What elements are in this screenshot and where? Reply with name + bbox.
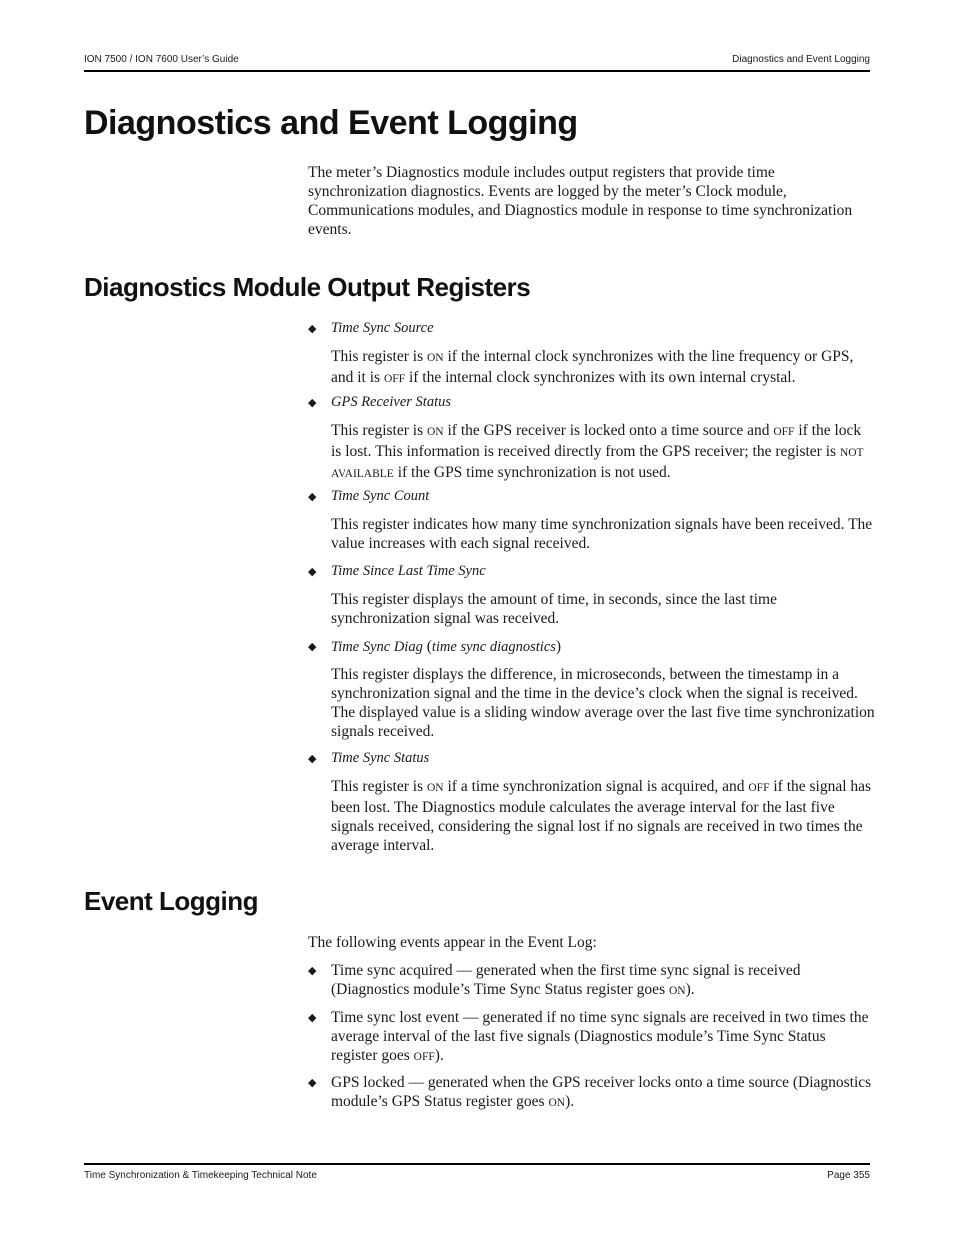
- register-description: This register is ON if the GPS receiver is locked onto a time source and OFF if the lock is lost. This information is received directly from the GPS receiver; the register is NOT AVAILABLE if the GPS time synchronization is not used.: [331, 422, 864, 481]
- header-guide-title: ION 7500 / ION 7600 User’s Guide: [84, 54, 239, 65]
- diamond-bullet-icon: ◆: [308, 752, 317, 765]
- section-heading-event-logging: Event Logging: [84, 886, 259, 916]
- page-header: [84, 52, 870, 72]
- register-description: This register displays the amount of time, in seconds, since the last time synchronization signal was received.: [331, 591, 777, 627]
- event-list-item: ◆ Time sync acquired — generated when the first time sync signal is received (Diagnostics module’s Time Sync Status register goes ON).: [308, 962, 801, 998]
- register-item-name: [308, 393, 872, 412]
- diamond-bullet-icon: ◆: [308, 490, 317, 503]
- register-item-name: [308, 749, 872, 768]
- register-item-name: [308, 319, 872, 338]
- header-chapter-title: Diagnostics and Event Logging: [732, 54, 870, 65]
- section-heading-registers: Diagnostics Module Output Registers: [84, 272, 531, 302]
- diamond-bullet-icon: ◆: [308, 1076, 317, 1089]
- value-not-available: NOT AVAILABLE: [331, 447, 864, 480]
- event-list-item: ◆ GPS locked — generated when the GPS receiver locks onto a time source (Diagnostics module’s GPS Status register goes ON).: [308, 1074, 872, 1110]
- value-off: OFF: [383, 373, 406, 385]
- register-name: Time Sync Status: [331, 750, 430, 766]
- diamond-bullet-icon: ◆: [308, 964, 317, 977]
- value-off: OFF: [773, 426, 795, 438]
- footer-document-title: Time Synchronization & Timekeeping Technical Note: [84, 1170, 317, 1181]
- value-on: ON: [548, 1097, 566, 1109]
- register-name: GPS Receiver Status: [331, 394, 451, 410]
- page-number: Page 355: [827, 1170, 870, 1181]
- intro-paragraph: The meter’s Diagnostics module includes output registers that provide time synchronization diagnostics. Events are logged by the meter’s Clock module, Communications modules, and Diagnostics module in response to time synchronization events.: [308, 164, 853, 238]
- register-name: Time Since Last Time Sync: [331, 563, 486, 579]
- value-on: ON: [427, 426, 444, 438]
- register-item-name: [308, 562, 872, 581]
- register-description: This register is ON if a time synchronization signal is acquired, and OFF if the signal has been lost. The Diagnostics module calculates the average interval for the last five signals received, considering the signal lost if no signals are received in two times the average interval.: [331, 778, 872, 854]
- diamond-bullet-icon: ◆: [308, 322, 317, 335]
- register-description: This register indicates how many time synchronization signals have been received. The value increases with each signal received.: [331, 516, 873, 552]
- diamond-bullet-icon: ◆: [308, 640, 317, 653]
- event-log-intro: The following events appear in the Event Log:: [308, 934, 597, 951]
- register-item-name: ◆ Time Sync Diag (time sync diagnostics): [308, 638, 562, 655]
- register-name: Time Sync Count: [331, 488, 430, 504]
- value-off: OFF: [413, 1051, 435, 1063]
- page-title: Diagnostics and Event Logging: [84, 104, 578, 142]
- register-description: This register is ON if the internal clock synchronizes with the line frequency or GPS, and it is OFF if the internal clock synchronizes with its own internal crystal.: [331, 348, 854, 386]
- event-list-item: ◆ Time sync lost event — generated if no time sync signals are received in two times the average interval of the last five signals (Diagnostics module’s Time Sync Status register goes OFF).: [308, 1009, 869, 1064]
- diamond-bullet-icon: ◆: [308, 565, 317, 578]
- value-on: ON: [668, 985, 686, 997]
- register-name: Time Sync Source: [331, 320, 434, 336]
- register-alias: time sync diagnostics: [431, 639, 556, 655]
- diamond-bullet-icon: ◆: [308, 396, 317, 409]
- register-description: This register displays the difference, in microseconds, between the timestamp in a synchronization signal and the time in the device’s clock when the signal is received. The displayed value is a sliding window average over the last five time synchronization signals received.: [331, 666, 875, 740]
- register-item-name: [308, 487, 872, 506]
- value-on: ON: [427, 352, 444, 364]
- value-on: ON: [427, 782, 444, 794]
- diamond-bullet-icon: ◆: [308, 1011, 317, 1024]
- page-footer: [84, 1163, 870, 1183]
- value-off: OFF: [748, 782, 770, 794]
- register-name: Time Sync Diag: [331, 639, 423, 655]
